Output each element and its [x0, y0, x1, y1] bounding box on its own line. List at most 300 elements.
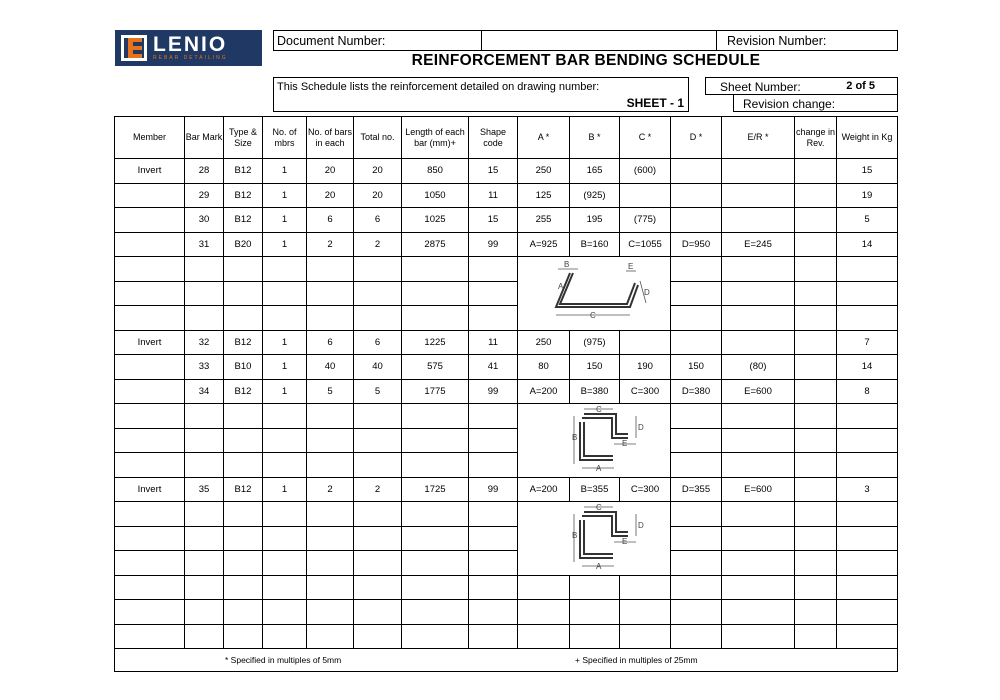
table-cell [469, 404, 518, 429]
table-cell [671, 281, 722, 306]
table-cell [837, 502, 898, 527]
footnotes [114, 645, 898, 672]
table-cell: 20 [354, 159, 402, 184]
table-cell [671, 526, 722, 551]
column-header: change in Rev. [795, 117, 837, 159]
table-cell [837, 575, 898, 600]
table-cell: B12 [224, 183, 263, 208]
table-cell [402, 526, 469, 551]
table-cell [224, 428, 263, 453]
table-cell: 190 [620, 355, 671, 380]
table-cell [402, 281, 469, 306]
table-cell [185, 257, 224, 282]
table-cell [795, 281, 837, 306]
table-row [115, 379, 898, 404]
table-cell [795, 575, 837, 600]
table-cell [671, 551, 722, 576]
table-cell [795, 428, 837, 453]
table-cell [185, 526, 224, 551]
drawing-number: SHEET - 1 [626, 96, 684, 110]
table-cell: 150 [570, 355, 620, 380]
table-cell [722, 551, 795, 576]
table-cell [263, 600, 307, 625]
table-cell: 11 [469, 183, 518, 208]
sheet-number-box [705, 77, 898, 95]
table-cell: 7 [837, 330, 898, 355]
table-cell [354, 600, 402, 625]
logo-mark-icon [121, 35, 147, 61]
table-cell [722, 257, 795, 282]
document-number-label: Document Number: [277, 34, 386, 48]
table-row [115, 208, 898, 233]
column-header: Length of each bar (mm)+ [402, 117, 469, 159]
table-cell: D=355 [671, 477, 722, 502]
table-cell: B12 [224, 208, 263, 233]
table-cell: 1 [263, 232, 307, 257]
table-cell [354, 404, 402, 429]
table-cell [469, 453, 518, 478]
table-cell: 1 [263, 477, 307, 502]
table-cell [671, 575, 722, 600]
table-cell: 1 [263, 208, 307, 233]
table-row [115, 502, 898, 527]
table-cell: 165 [570, 159, 620, 184]
logo-subtitle: REBAR DETAILING [153, 55, 228, 61]
table-cell: Invert [115, 477, 185, 502]
column-header: Type & Size [224, 117, 263, 159]
table-cell [469, 257, 518, 282]
table-cell [185, 453, 224, 478]
table-cell: 8 [837, 379, 898, 404]
table-cell [722, 600, 795, 625]
shape-label: C [596, 405, 602, 415]
table-cell [837, 281, 898, 306]
table-row [115, 404, 898, 429]
table-cell: 15 [837, 159, 898, 184]
table-cell [722, 159, 795, 184]
table-cell [115, 428, 185, 453]
table-cell: 575 [402, 355, 469, 380]
table-cell [263, 257, 307, 282]
table-cell: 2875 [402, 232, 469, 257]
table-cell [469, 502, 518, 527]
table-cell [263, 453, 307, 478]
table-cell [354, 257, 402, 282]
table-cell: 40 [307, 355, 354, 380]
table-cell [354, 281, 402, 306]
table-cell: B20 [224, 232, 263, 257]
table-cell [837, 600, 898, 625]
table-cell [518, 575, 570, 600]
table-cell [224, 306, 263, 331]
table-row [115, 526, 898, 551]
table-cell [469, 306, 518, 331]
table-cell [671, 502, 722, 527]
table-cell [263, 526, 307, 551]
table-cell: 850 [402, 159, 469, 184]
table-cell: 99 [469, 477, 518, 502]
shape-diagram-cell [518, 502, 671, 576]
table-cell [354, 551, 402, 576]
table-cell [837, 404, 898, 429]
table-cell [224, 600, 263, 625]
shape-label: E [622, 537, 628, 547]
table-cell [185, 428, 224, 453]
table-cell [795, 502, 837, 527]
table-cell [185, 551, 224, 576]
table-row [115, 575, 898, 600]
table-cell [620, 575, 671, 600]
table-cell [224, 502, 263, 527]
document-number-value [481, 30, 717, 51]
table-cell: 99 [469, 232, 518, 257]
table-cell [115, 575, 185, 600]
shape-diagram-cell [518, 257, 671, 331]
table-cell: 5 [354, 379, 402, 404]
table-row [115, 453, 898, 478]
table-cell [307, 502, 354, 527]
table-cell: D=380 [671, 379, 722, 404]
document-number-field [273, 30, 482, 51]
table-row [115, 306, 898, 331]
table-cell: 20 [307, 183, 354, 208]
table-cell: 15 [469, 208, 518, 233]
table-cell [307, 600, 354, 625]
table-cell: 30 [185, 208, 224, 233]
shape-label: B [572, 433, 578, 443]
table-cell: 1225 [402, 330, 469, 355]
column-header: Bar Mark [185, 117, 224, 159]
table-cell [354, 306, 402, 331]
table-cell [115, 453, 185, 478]
table-cell [722, 502, 795, 527]
table-cell: 150 [671, 355, 722, 380]
table-cell [402, 257, 469, 282]
shape-label: B [572, 531, 578, 541]
table-cell [115, 306, 185, 331]
table-cell [115, 281, 185, 306]
table-cell: 3 [837, 477, 898, 502]
table-cell [307, 257, 354, 282]
shape-label: A [596, 562, 602, 572]
table-cell: 1 [263, 159, 307, 184]
column-header: E/R * [722, 117, 795, 159]
table-cell: (600) [620, 159, 671, 184]
table-cell [185, 575, 224, 600]
table-cell [402, 575, 469, 600]
table-cell: B=160 [570, 232, 620, 257]
table-cell [671, 208, 722, 233]
table-cell: B12 [224, 477, 263, 502]
table-row [115, 600, 898, 625]
table-cell: 35 [185, 477, 224, 502]
table-cell: 31 [185, 232, 224, 257]
table-cell [518, 600, 570, 625]
table-cell [620, 183, 671, 208]
table-cell [671, 257, 722, 282]
table-cell [224, 453, 263, 478]
table-cell [224, 526, 263, 551]
table-cell [307, 428, 354, 453]
table-cell: 1 [263, 355, 307, 380]
table-cell: 1775 [402, 379, 469, 404]
table-cell [722, 330, 795, 355]
table-cell [263, 428, 307, 453]
table-cell [722, 428, 795, 453]
table-cell [837, 257, 898, 282]
table-cell: 2 [354, 477, 402, 502]
table-cell [263, 306, 307, 331]
table-cell [263, 281, 307, 306]
table-cell: 19 [837, 183, 898, 208]
table-cell [402, 404, 469, 429]
table-cell [722, 404, 795, 429]
table-cell: 11 [469, 330, 518, 355]
table-cell: B10 [224, 355, 263, 380]
table-cell [671, 600, 722, 625]
table-cell [722, 575, 795, 600]
logo-name: LENIO [153, 33, 228, 56]
table-cell: 1 [263, 379, 307, 404]
table-cell: (80) [722, 355, 795, 380]
table-cell: (975) [570, 330, 620, 355]
table-row [115, 257, 898, 282]
shape-label: C [590, 311, 596, 321]
table-cell: A=925 [518, 232, 570, 257]
table-cell [722, 306, 795, 331]
table-cell [307, 306, 354, 331]
table-cell [354, 575, 402, 600]
table-cell: 1050 [402, 183, 469, 208]
table-cell [307, 453, 354, 478]
table-row [115, 551, 898, 576]
table-cell [671, 306, 722, 331]
table-cell [402, 428, 469, 453]
table-cell [795, 183, 837, 208]
table-cell: C=300 [620, 379, 671, 404]
column-header: D * [671, 117, 722, 159]
table-cell: E=600 [722, 379, 795, 404]
table-row [115, 232, 898, 257]
revision-number-field [716, 30, 898, 51]
schedule-note: This Schedule lists the reinforcement detailed on drawing number: [277, 81, 600, 93]
column-header: Shape code [469, 117, 518, 159]
table-cell [469, 428, 518, 453]
table-cell [671, 159, 722, 184]
table-cell [837, 551, 898, 576]
table-cell [354, 502, 402, 527]
table-cell: B=355 [570, 477, 620, 502]
table-cell [795, 526, 837, 551]
table-cell: 29 [185, 183, 224, 208]
table-cell: B12 [224, 159, 263, 184]
table-cell [722, 453, 795, 478]
shape-label: C [596, 503, 602, 513]
shape-label: D [644, 288, 650, 298]
table-row [115, 477, 898, 502]
shape-label: E [622, 439, 628, 449]
table-cell [795, 453, 837, 478]
table-cell [115, 526, 185, 551]
table-header-row [115, 117, 898, 159]
table-cell [795, 208, 837, 233]
table-cell [837, 526, 898, 551]
shape-label: B [564, 260, 570, 270]
table-cell: 2 [307, 232, 354, 257]
table-cell: 14 [837, 355, 898, 380]
bar-shape-99-diagram [518, 257, 668, 329]
table-cell: 1 [263, 330, 307, 355]
table-cell [469, 600, 518, 625]
table-cell [469, 281, 518, 306]
table-row [115, 159, 898, 184]
shape-diagram-cell [518, 404, 671, 478]
table-cell: B=380 [570, 379, 620, 404]
bending-schedule-table [114, 116, 898, 649]
column-header: A * [518, 117, 570, 159]
table-cell [224, 551, 263, 576]
table-cell: A=200 [518, 379, 570, 404]
table-row [115, 281, 898, 306]
table-cell [115, 379, 185, 404]
bar-shape-99-diagram [518, 404, 668, 476]
table-cell [224, 257, 263, 282]
table-cell [837, 306, 898, 331]
shape-label: D [638, 521, 644, 531]
sheet-number-value: 2 of 5 [846, 80, 875, 92]
table-row [115, 355, 898, 380]
table-cell: 6 [354, 208, 402, 233]
table-cell: 6 [307, 208, 354, 233]
table-cell [115, 208, 185, 233]
table-cell: 1725 [402, 477, 469, 502]
table-cell [671, 404, 722, 429]
table-cell: 1 [263, 183, 307, 208]
table-cell: 6 [307, 330, 354, 355]
table-cell: 255 [518, 208, 570, 233]
table-cell: 14 [837, 232, 898, 257]
table-cell [722, 281, 795, 306]
table-cell [263, 502, 307, 527]
table-cell: C=1055 [620, 232, 671, 257]
table-cell [263, 575, 307, 600]
table-cell [722, 183, 795, 208]
table-cell: 125 [518, 183, 570, 208]
schedule-note-box [273, 77, 689, 112]
table-cell: 250 [518, 159, 570, 184]
table-cell [307, 551, 354, 576]
revision-change-label: Revision change: [743, 97, 836, 111]
table-cell [224, 404, 263, 429]
table-cell [307, 404, 354, 429]
table-cell [115, 257, 185, 282]
table-cell [722, 208, 795, 233]
table-cell [402, 551, 469, 576]
table-cell [185, 600, 224, 625]
column-header: Weight in Kg [837, 117, 898, 159]
table-cell [671, 428, 722, 453]
table-cell: B12 [224, 330, 263, 355]
table-cell: 80 [518, 355, 570, 380]
table-cell [307, 575, 354, 600]
table-cell [115, 404, 185, 429]
column-header: Member [115, 117, 185, 159]
table-cell [795, 232, 837, 257]
table-cell [263, 404, 307, 429]
table-cell: Invert [115, 330, 185, 355]
table-cell: B12 [224, 379, 263, 404]
table-cell [795, 330, 837, 355]
column-header: Total no. [354, 117, 402, 159]
table-cell [795, 551, 837, 576]
table-cell [224, 281, 263, 306]
table-cell: 5 [837, 208, 898, 233]
table-cell: 20 [307, 159, 354, 184]
table-cell [354, 453, 402, 478]
bar-shape-99-diagram [518, 502, 668, 574]
table-cell [185, 404, 224, 429]
table-cell: C=300 [620, 477, 671, 502]
table-cell: 34 [185, 379, 224, 404]
table-cell [837, 428, 898, 453]
table-row [115, 330, 898, 355]
table-cell [307, 281, 354, 306]
table-cell [795, 600, 837, 625]
table-cell [795, 379, 837, 404]
table-cell [795, 257, 837, 282]
column-header: C * [620, 117, 671, 159]
table-cell [402, 502, 469, 527]
revision-change-box [733, 94, 898, 112]
column-header: No. of mbrs [263, 117, 307, 159]
table-cell: 250 [518, 330, 570, 355]
table-cell: 195 [570, 208, 620, 233]
table-cell [307, 526, 354, 551]
table-cell [115, 600, 185, 625]
table-cell [671, 183, 722, 208]
table-cell: 2 [307, 477, 354, 502]
table-cell [795, 355, 837, 380]
table-cell: 32 [185, 330, 224, 355]
table-cell [795, 159, 837, 184]
table-cell: D=950 [671, 232, 722, 257]
table-cell [354, 428, 402, 453]
table-cell [795, 306, 837, 331]
table-cell [795, 404, 837, 429]
table-row [115, 183, 898, 208]
table-cell [115, 355, 185, 380]
table-cell [263, 551, 307, 576]
table-cell [185, 281, 224, 306]
table-cell [402, 600, 469, 625]
table-cell: E=600 [722, 477, 795, 502]
table-cell: 33 [185, 355, 224, 380]
table-cell [224, 575, 263, 600]
shape-label: E [628, 262, 634, 272]
table-cell: 41 [469, 355, 518, 380]
table-cell: A=200 [518, 477, 570, 502]
table-cell [469, 551, 518, 576]
table-cell [115, 551, 185, 576]
table-cell: E=245 [722, 232, 795, 257]
table-cell: 6 [354, 330, 402, 355]
table-cell [115, 502, 185, 527]
table-cell: 99 [469, 379, 518, 404]
table-cell [570, 600, 620, 625]
table-cell [671, 453, 722, 478]
shape-label: A [558, 282, 564, 292]
page-title: REINFORCEMENT BAR BENDING SCHEDULE [411, 52, 761, 69]
